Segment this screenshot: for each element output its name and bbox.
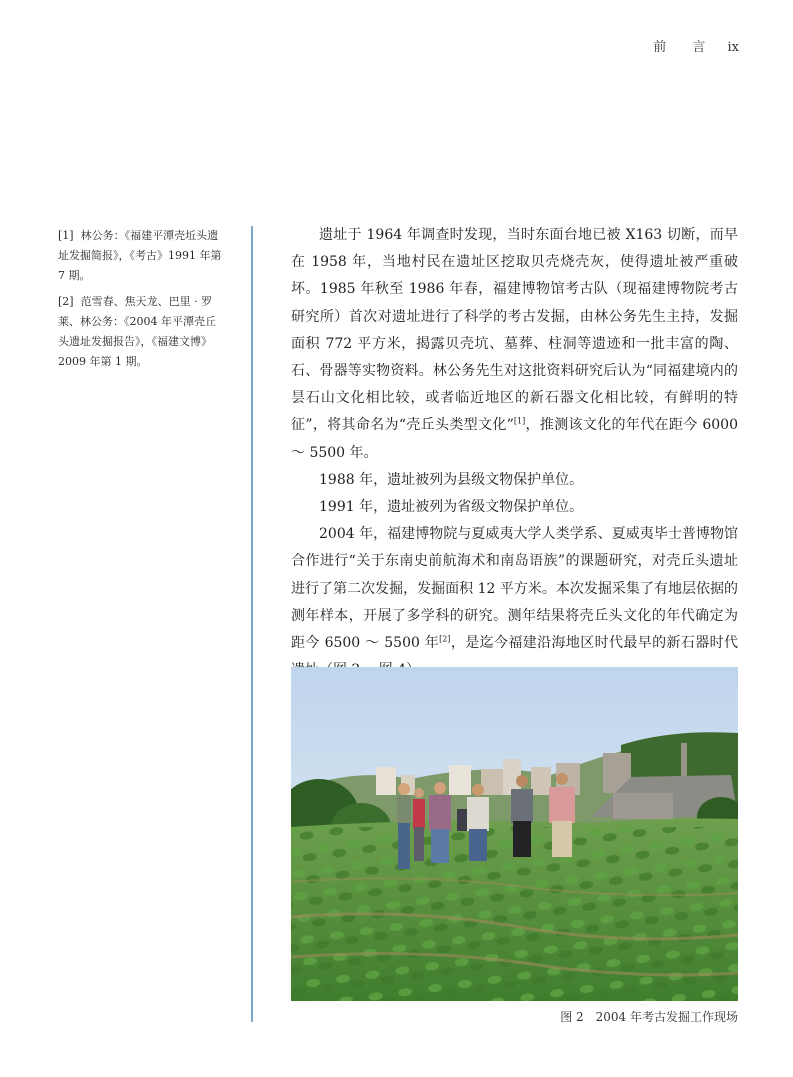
excavation-photo: [291, 667, 738, 1001]
running-header: [653, 36, 739, 55]
footnote-1-text: 林公务：《福建平潭壳坵头遗址发掘简报》，《考古》1991 年第 7 期。: [58, 229, 222, 282]
footnote-2: [58, 292, 226, 372]
footnotes: [58, 226, 226, 378]
paragraph-3: 1991 年，遗址被列为省级文物保护单位。: [319, 499, 584, 516]
paragraph-2: 1988 年，遗址被列为县级文物保护单位。: [319, 471, 584, 488]
paragraph-1-tail: ，推测该文化的年代在距今 6000 ～ 5500 年。: [291, 417, 738, 461]
footnote-1: [58, 226, 226, 286]
footnote-2-number: [2]: [58, 295, 74, 308]
paragraph-1-text: 遗址于 1964 年调查时发现，当时东面台地已被 X163 切断，而早在 1958 年，当地村民在遗址区挖取贝壳烧壳灰，使得遗址被严重破坏。1985 年秋至 1986 年春，福建博物馆考古队（现福建博物院考古研究所）首次对遗址进行了科学的考古发掘，由林公务先生主持，发掘面积 772 平方米，揭露贝壳坑、墓葬、柱洞等遗迹和一批丰富的陶、石、骨器等实物资料。林公务先生对这批资料研究后认为“同福建境内的昙石山文化相比较，或者临近地区的新石器文化相比较，有鲜明的特征”，将其命名为“壳丘头类型文化”: [291, 227, 738, 434]
footnote-2-text: 范雪春、焦天龙、巴里 · 罗莱、林公务：《2004 年平潭壳丘头遗址发掘报告》，《福建文博》2009 年第 1 期。: [58, 295, 216, 368]
footnote-ref-1: [1]: [513, 416, 526, 426]
header-part-2: 言: [692, 40, 706, 55]
column-divider: [251, 226, 253, 1022]
photo-illustration: [291, 667, 738, 1001]
body-text: [291, 222, 738, 684]
page-number: ix: [727, 40, 739, 55]
header-part-1: 前: [653, 40, 667, 55]
paragraph-4-tail: ，是迄今福建沿海地区时代最早的新石器时代: [450, 635, 739, 652]
footnote-ref-2: [2]: [439, 634, 451, 644]
figure-caption: 图 2 2004 年考古发掘工作现场: [560, 1010, 738, 1024]
footnote-1-number: [1]: [58, 229, 74, 242]
paragraph-1: [291, 222, 738, 467]
paragraph-4: [291, 521, 738, 684]
paragraph-4-text: 2004 年，福建博物院与夏威夷大学人类学系、夏威夷毕士普博物馆合作进行“关于东南史前航海术和南岛语族”的课题研究，对壳丘头遗址进行了第二次发掘，发掘面积 12 平方米。本次发掘采集了有地层依据的测年样本，开展了多学科的研究。测年结果将壳丘头文化的年代确定为距今 6500 ～ 5500 年: [291, 526, 738, 652]
